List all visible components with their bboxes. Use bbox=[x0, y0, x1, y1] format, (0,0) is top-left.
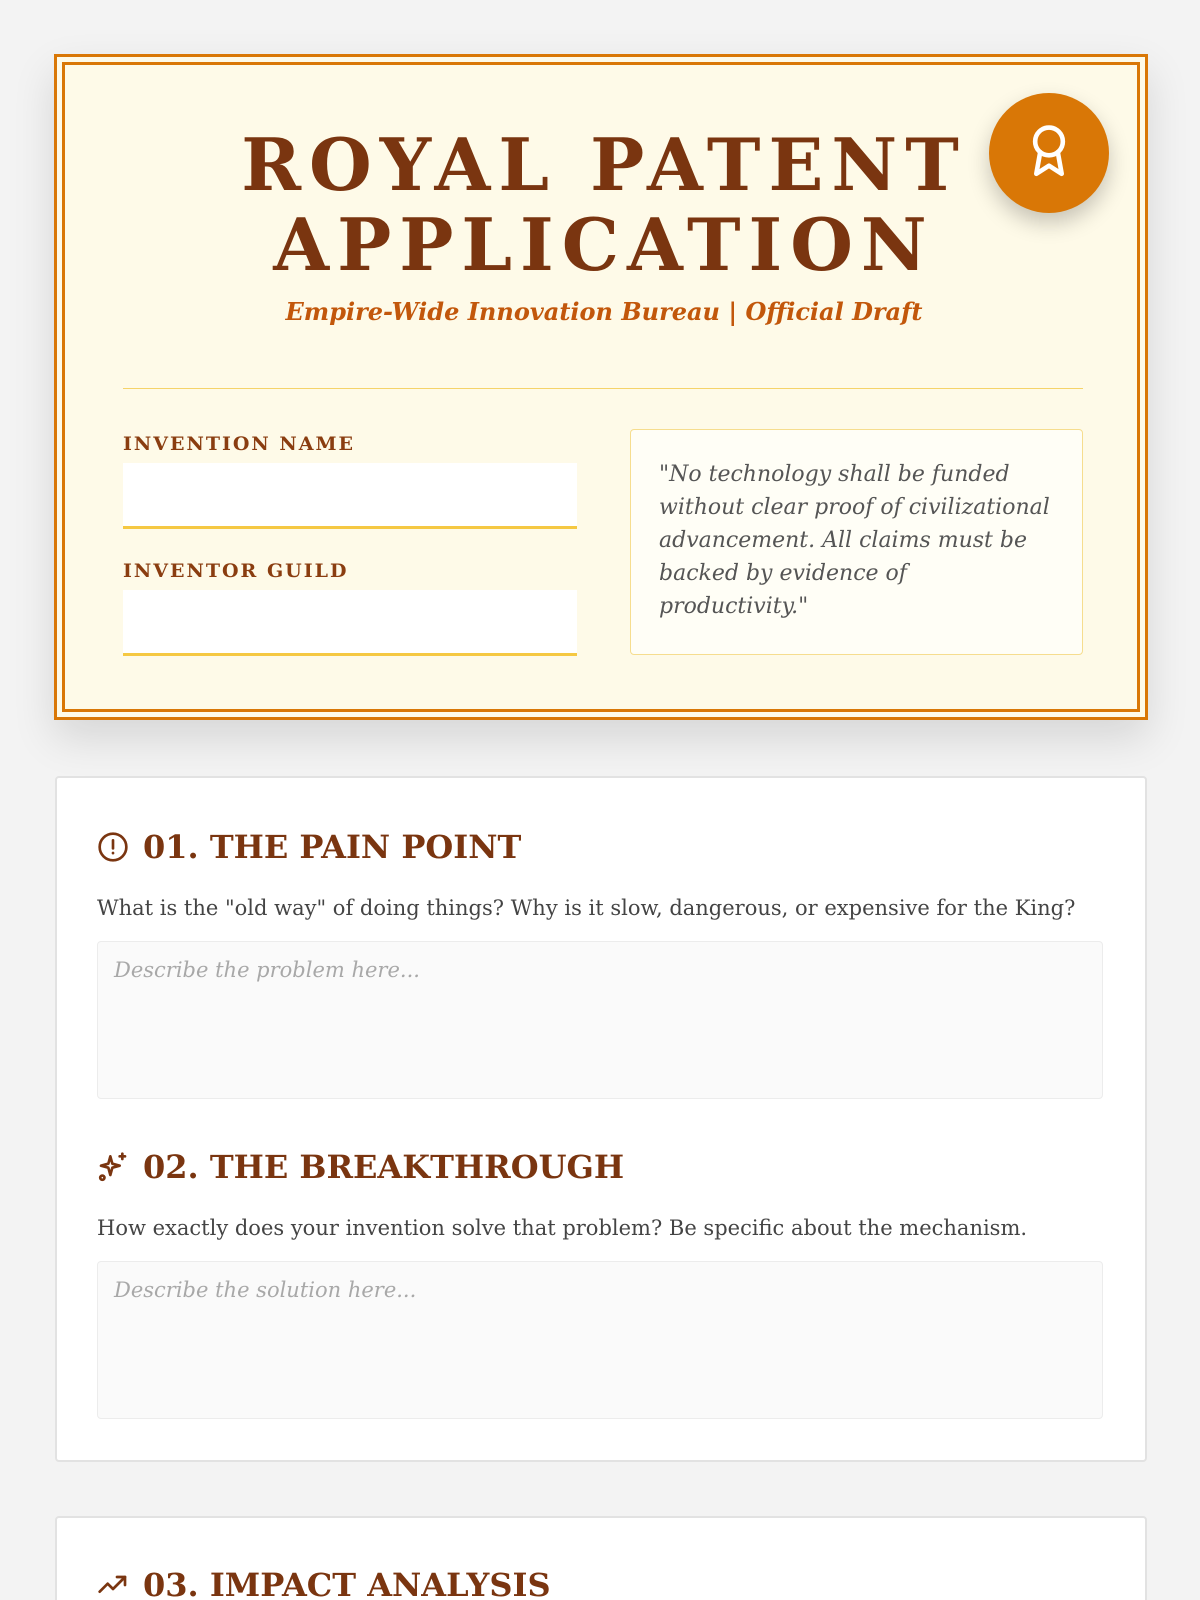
section-impact-header bbox=[97, 1566, 551, 1600]
title-line-1: ROYAL PATENT bbox=[241, 122, 967, 207]
award-ribbon-icon bbox=[989, 93, 1109, 213]
decree-quote: "No technology shall be funded without clear proof of civilizational advancement. All claims must be backed by evidence of productivity." bbox=[630, 429, 1083, 655]
invention-name-label: INVENTION NAME bbox=[123, 433, 356, 455]
trending-up-icon bbox=[97, 1569, 129, 1600]
section-pain-point-header bbox=[97, 828, 521, 866]
section-breakthrough-title: 02. THE BREAKTHROUGH bbox=[143, 1148, 625, 1186]
section-pain-point-title: 01. THE PAIN POINT bbox=[143, 828, 522, 866]
alert-circle-icon bbox=[97, 831, 129, 863]
page-subtitle: Empire-Wide Innovation Bureau | Official Draft bbox=[285, 297, 923, 326]
title-line-2: APPLICATION bbox=[273, 202, 935, 287]
inventor-guild-label: INVENTOR GUILD bbox=[123, 560, 349, 582]
section-breakthrough-description: How exactly does your invention solve that problem? Be specific about the mechanism. bbox=[97, 1216, 1028, 1240]
inventor-guild-input[interactable] bbox=[123, 590, 577, 656]
section-breakthrough-header bbox=[97, 1148, 624, 1186]
breakthrough-textarea[interactable] bbox=[97, 1261, 1103, 1419]
invention-name-input[interactable] bbox=[123, 463, 577, 529]
pain-point-textarea[interactable] bbox=[97, 941, 1103, 1099]
patent-header-card bbox=[54, 54, 1148, 720]
section-impact-title: 03. IMPACT ANALYSIS bbox=[143, 1566, 551, 1600]
header-divider bbox=[123, 388, 1083, 389]
section-pain-point-description: What is the "old way" of doing things? Why is it slow, dangerous, or expensive for the King? bbox=[97, 896, 1076, 920]
problem-solution-card bbox=[55, 776, 1147, 1462]
page-title bbox=[57, 122, 1151, 287]
impact-analysis-card bbox=[55, 1516, 1147, 1600]
sparkles-icon bbox=[97, 1151, 129, 1183]
